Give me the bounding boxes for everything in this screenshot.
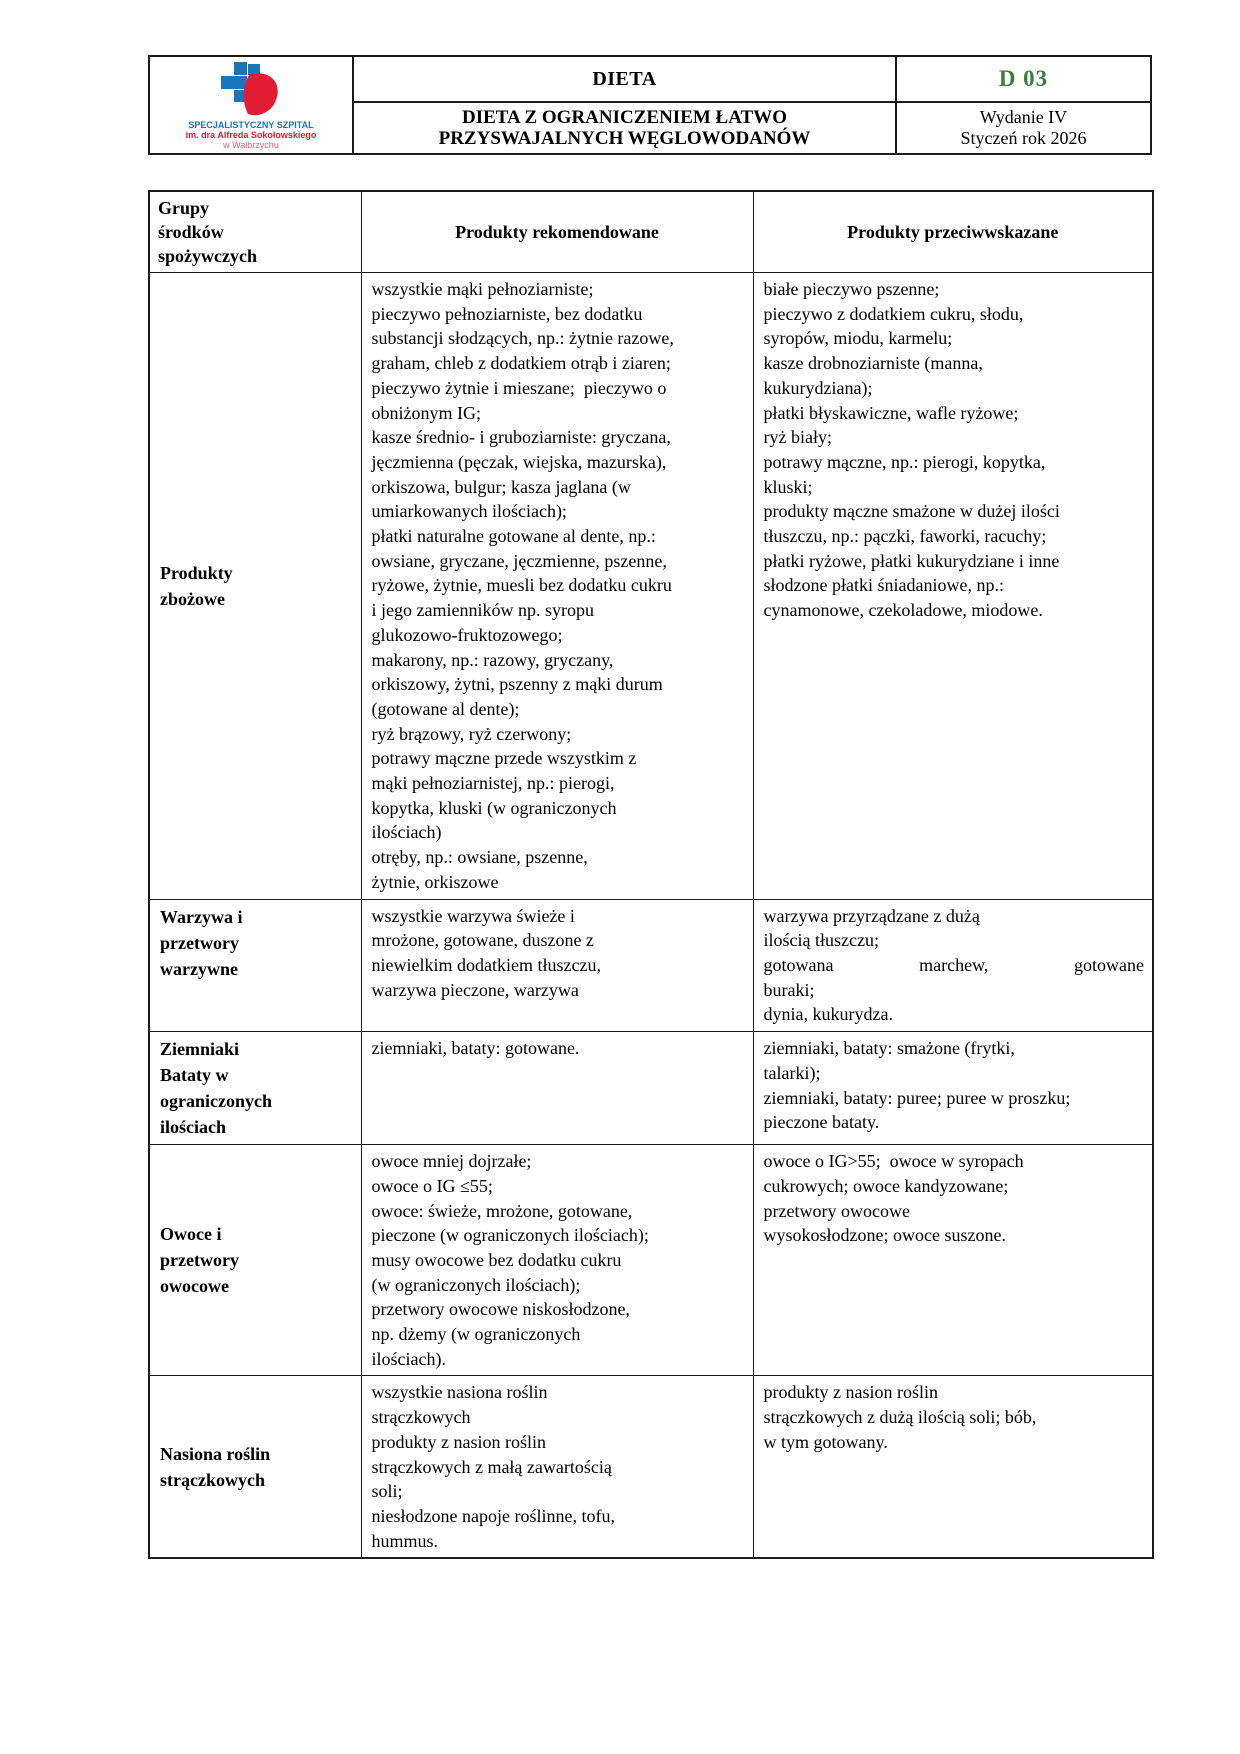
text-line: (w ograniczonych ilościach); [371,1274,581,1295]
text-line: cukrowych; owoce kandyzowane; [763,1175,1009,1196]
text-line: wszystkie warzywa świeże i [371,905,575,926]
text-line: jęczmienna (pęczak, wiejska, mazurska), [371,451,667,472]
logo-text-line2: im. dra Alfreda Sokołowskiego [185,130,317,140]
text-line: strączkowych z małą zawartością [371,1456,612,1477]
header-table [148,55,1152,155]
text-line: gotowana marchew, gotowane [763,954,1144,975]
text-line: ilościach [160,1117,226,1138]
text-line: wysokosłodzone; owoce suszone. [763,1225,1006,1246]
food-group-cell [149,273,361,900]
text-line: cynamonowe, czekoladowe, miodowe. [763,600,1043,621]
text-line: ograniczonych [160,1091,272,1112]
text-line: niesłodzone napoje roślinne, tofu, [371,1505,615,1526]
text-line: musy owocowe bez dodatku cukru [371,1249,622,1270]
text-line: ryż biały; [763,427,832,448]
text-line: ilościach) [371,822,442,843]
document-code: D 03 [998,66,1049,91]
text-line: hummus. [371,1530,439,1551]
hospital-logo-icon [220,62,282,118]
document-title: DIETA [592,67,657,90]
table-row [149,273,1153,900]
text-line: płatki błyskawiczne, wafle ryżowe; [763,402,1019,423]
text-line: białe pieczywo pszenne; [763,279,940,299]
text-line: ryż brązowy, ryż czerwony; [371,723,572,744]
text-line: makarony, np.: razowy, gryczany, [371,649,614,670]
table-row [149,1145,1153,1376]
column-header-line: spożywczych [158,246,257,266]
text-line: soli; [371,1481,403,1502]
document-subtitle-line2: PRZYSWAJALNYCH WĘGLOWODANÓW [438,128,811,149]
recommended-cell [361,1376,753,1558]
text-line: kluski; [763,476,813,497]
column-header-contraindicated: Produkty przeciwwskazane [753,191,1153,273]
text-line: potrawy mączne, np.: pierogi, kopytka, [763,451,1046,472]
diet-table [148,190,1154,1559]
text-line: umiarkowanych ilościach); [371,501,567,522]
text-line: dynia, kukurydza. [763,1004,893,1025]
text-line: talarki); [763,1062,821,1083]
text-line: płatki naturalne gotowane al dente, np.: [371,526,656,547]
text-line: przetwory [160,932,239,953]
text-line: przetwory owocowe niskosłodzone, [371,1299,630,1320]
text-line: buraki; [763,979,815,1000]
edition-date: Styczeń rok 2026 [960,128,1087,148]
text-line: ziemniaki, bataty: smażone (frytki, [763,1038,1015,1059]
text-line: niewielkim dodatkiem tłuszczu, [371,954,601,975]
text-line: w tym gotowany. [763,1431,888,1452]
text-line: kopytka, kluski (w ograniczonych [371,797,617,818]
text-line: słodzone płatki śniadaniowe, np.: [763,575,1004,596]
text-line: kasze drobnoziarniste (manna, [763,353,983,374]
text-line: zbożowe [160,588,225,609]
diet-table-header-row [149,191,1153,273]
food-group-cell [149,1145,361,1376]
text-line: np. dżemy (w ograniczonych [371,1324,581,1345]
edition-number: Wydanie IV [979,107,1068,127]
text-line: ilością tłuszczu; [763,930,879,951]
text-line: Ziemniaki [160,1039,240,1060]
text-line: przetwory owocowe [763,1200,910,1221]
contraindicated-cell [753,1376,1153,1558]
table-row [149,1376,1153,1558]
hospital-logo [150,57,354,153]
text-line: wszystkie mąki pełnoziarniste; [371,279,594,299]
contraindicated-cell [753,1032,1153,1145]
text-line: pieczywo z dodatkiem cukru, słodu, [763,303,1024,324]
text-line: obniżonym IG; [371,402,481,423]
recommended-cell [361,273,753,900]
document-subtitle-line1: DIETA Z OGRANICZENIEM ŁATWO [462,107,787,128]
text-line: mrożone, gotowane, duszone z [371,930,594,951]
text-line: substancji słodzących, np.: żytnie razowe, [371,328,674,349]
text-line: strączkowych z dużą ilością soli; bób, [763,1407,1037,1428]
recommended-cell [361,1032,753,1145]
table-row [149,1032,1153,1145]
text-line: owoce o IG ≤55; [371,1175,493,1196]
text-line: potrawy mączne przede wszystkim z [371,748,637,769]
text-line: tłuszczu, np.: pączki, faworki, racuchy; [763,526,1047,547]
text-line: produkty mączne smażone w dużej ilości [763,501,1060,522]
text-line: owoce mniej dojrzałe; [371,1151,532,1172]
table-row [149,899,1153,1032]
text-line: pieczywo pełnoziarniste, bez dodatku [371,303,643,324]
recommended-cell [361,1145,753,1376]
logo-text-line3: w Wałbrzychu [223,140,279,150]
text-line: glukozowo-fruktozowego; [371,624,563,645]
text-line: produkty z nasion roślin [763,1382,938,1403]
text-line: żytnie, orkiszowe [371,871,499,892]
text-line: syropów, miodu, karmelu; [763,328,953,349]
logo-text-line1: SPECJALISTYCZNY SZPITAL [188,120,314,130]
text-line: mąki pełnoziarnistej, np.: pierogi, [371,773,615,794]
column-header-food-groups [149,191,361,273]
edition-info [895,103,1150,153]
text-line: orkiszowa, bulgur; kasza jaglana (w [371,476,631,497]
text-line: Nasiona roślin [160,1443,271,1464]
text-line: Warzywa i [160,906,243,927]
text-line: produkty z nasion roślin [371,1431,546,1452]
text-line: ziemniaki, bataty: puree; puree w proszku; [763,1087,1071,1108]
text-line: owoce o IG>55; owoce w syropach [763,1151,1024,1172]
text-line: Bataty w [160,1065,229,1086]
food-group-cell [149,1032,361,1145]
text-line: strączkowych [160,1469,265,1490]
column-header-line: środków [158,222,224,242]
text-line: graham, chleb z dodatkiem otrąb i ziaren; [371,353,671,374]
text-line: orkiszowy, żytni, pszenny z mąki durum [371,674,663,695]
text-line: pieczywo żytnie i mieszane; pieczywo o [371,377,667,398]
text-line: warzywa pieczone, warzywa [371,979,579,1000]
contraindicated-cell [753,1145,1153,1376]
text-line: pieczone bataty. [763,1112,880,1133]
text-line: (gotowane al dente); [371,698,520,719]
food-group-cell [149,899,361,1032]
food-group-cell [149,1376,361,1558]
text-line: ilościach). [371,1348,446,1369]
text-line: strączkowych [371,1407,471,1428]
text-line: owoce: świeże, mrożone, gotowane, [371,1200,633,1221]
logo-leaf-icon [244,73,278,115]
contraindicated-cell [753,273,1153,900]
recommended-cell [361,899,753,1032]
document-subtitle [354,103,895,153]
text-line: płatki ryżowe, płatki kukurydziane i inne [763,550,1060,571]
text-line: warzywne [160,958,238,979]
text-line: i jego zamienników np. syropu [371,600,594,621]
text-line: kukurydziana); [763,377,873,398]
text-line: wszystkie nasiona roślin [371,1382,548,1403]
text-line: otręby, np.: owsiane, pszenne, [371,847,588,868]
text-line: przetwory [160,1250,239,1271]
text-line: ryżowe, żytnie, muesli bez dodatku cukru [371,575,672,596]
text-line: pieczone (w ograniczonych ilościach); [371,1225,649,1246]
text-line: ziemniaki, bataty: gotowane. [371,1038,580,1059]
contraindicated-cell [753,899,1153,1032]
column-header-recommended: Produkty rekomendowane [361,191,753,273]
column-header-line: Grupy [158,198,210,218]
text-line: Produkty [160,562,233,583]
text-line: owocowe [160,1276,229,1297]
text-line: kasze średnio- i gruboziarniste: gryczana, [371,427,671,448]
text-line: Owoce i [160,1224,222,1245]
text-line: owsiane, gryczane, jęczmienne, pszenne, [371,550,667,571]
text-line: warzywa przyrządzane z dużą [763,905,980,926]
